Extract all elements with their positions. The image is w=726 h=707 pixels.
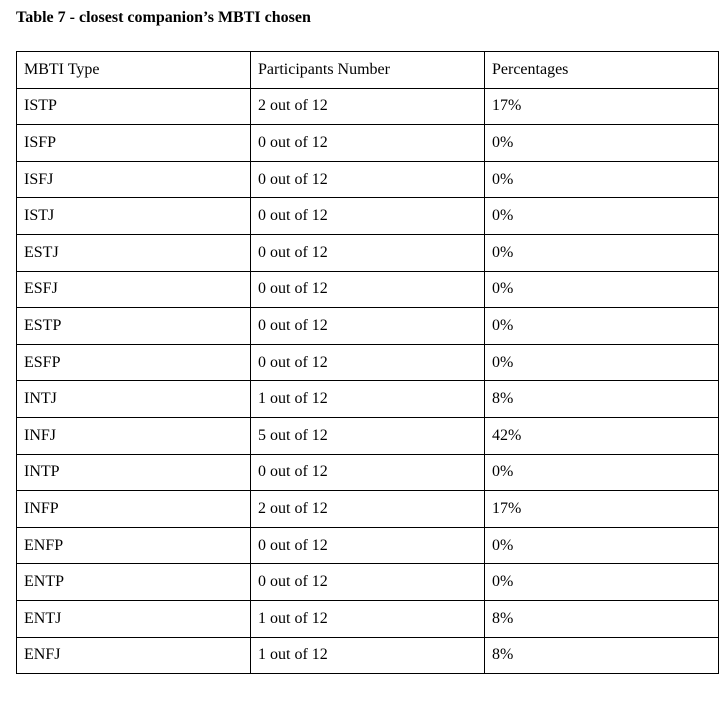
mbti-type-cell: INFP [17, 491, 251, 528]
participants-number-cell: 1 out of 12 [251, 381, 485, 418]
table-row [17, 564, 719, 601]
percentage-cell: 0% [485, 271, 719, 308]
participants-number-cell: 0 out of 12 [251, 234, 485, 271]
participants-number-cell: 0 out of 12 [251, 344, 485, 381]
percentage-cell: 42% [485, 417, 719, 454]
table-row [17, 417, 719, 454]
mbti-type-cell: ISTJ [17, 198, 251, 235]
participants-number-cell: 1 out of 12 [251, 637, 485, 674]
table-row [17, 600, 719, 637]
table-row [17, 637, 719, 674]
mbti-type-cell: INTP [17, 454, 251, 491]
table-row [17, 454, 719, 491]
mbti-type-cell: ISFJ [17, 161, 251, 198]
mbti-type-cell: ENFP [17, 527, 251, 564]
participants-number-cell: 0 out of 12 [251, 198, 485, 235]
participants-number-cell: 0 out of 12 [251, 125, 485, 162]
mbti-type-cell: ESFJ [17, 271, 251, 308]
table-row [17, 88, 719, 125]
mbti-type-cell: ENTJ [17, 600, 251, 637]
table-row [17, 271, 719, 308]
mbti-type-cell: INFJ [17, 417, 251, 454]
table-row [17, 308, 719, 345]
participants-number-cell: 2 out of 12 [251, 88, 485, 125]
table-row [17, 161, 719, 198]
participants-number-cell: 1 out of 12 [251, 600, 485, 637]
participants-number-cell: 0 out of 12 [251, 564, 485, 601]
table-row [17, 527, 719, 564]
percentage-cell: 8% [485, 600, 719, 637]
participants-number-cell: 5 out of 12 [251, 417, 485, 454]
table-header-row [17, 52, 719, 89]
percentage-cell: 8% [485, 637, 719, 674]
table-row [17, 198, 719, 235]
participants-number-cell: 0 out of 12 [251, 271, 485, 308]
mbti-table [16, 51, 719, 674]
percentage-cell: 0% [485, 344, 719, 381]
mbti-type-cell: ISTP [17, 88, 251, 125]
table-row [17, 344, 719, 381]
percentage-cell: 0% [485, 527, 719, 564]
table-row [17, 381, 719, 418]
participants-number-cell: 0 out of 12 [251, 454, 485, 491]
mbti-type-cell: ESFP [17, 344, 251, 381]
participants-number-cell: 0 out of 12 [251, 527, 485, 564]
mbti-type-cell: ISFP [17, 125, 251, 162]
participants-number-cell: 0 out of 12 [251, 161, 485, 198]
participants-number-cell: 2 out of 12 [251, 491, 485, 528]
header-cell-participants-number: Participants Number [251, 52, 485, 89]
table-body [17, 52, 719, 674]
header-cell-mbti-type: MBTI Type [17, 52, 251, 89]
table-row [17, 234, 719, 271]
mbti-type-cell: INTJ [17, 381, 251, 418]
mbti-type-cell: ENTP [17, 564, 251, 601]
header-cell-percentages: Percentages [485, 52, 719, 89]
percentage-cell: 0% [485, 125, 719, 162]
percentage-cell: 17% [485, 491, 719, 528]
mbti-type-cell: ENFJ [17, 637, 251, 674]
percentage-cell: 0% [485, 308, 719, 345]
percentage-cell: 0% [485, 234, 719, 271]
table-row [17, 491, 719, 528]
mbti-type-cell: ESTJ [17, 234, 251, 271]
participants-number-cell: 0 out of 12 [251, 308, 485, 345]
percentage-cell: 17% [485, 88, 719, 125]
percentage-cell: 0% [485, 198, 719, 235]
percentage-cell: 0% [485, 564, 719, 601]
percentage-cell: 0% [485, 161, 719, 198]
percentage-cell: 0% [485, 454, 719, 491]
table-caption: Table 7 - closest companion’s MBTI chosen [16, 9, 311, 26]
mbti-type-cell: ESTP [17, 308, 251, 345]
percentage-cell: 8% [485, 381, 719, 418]
table-row [17, 125, 719, 162]
